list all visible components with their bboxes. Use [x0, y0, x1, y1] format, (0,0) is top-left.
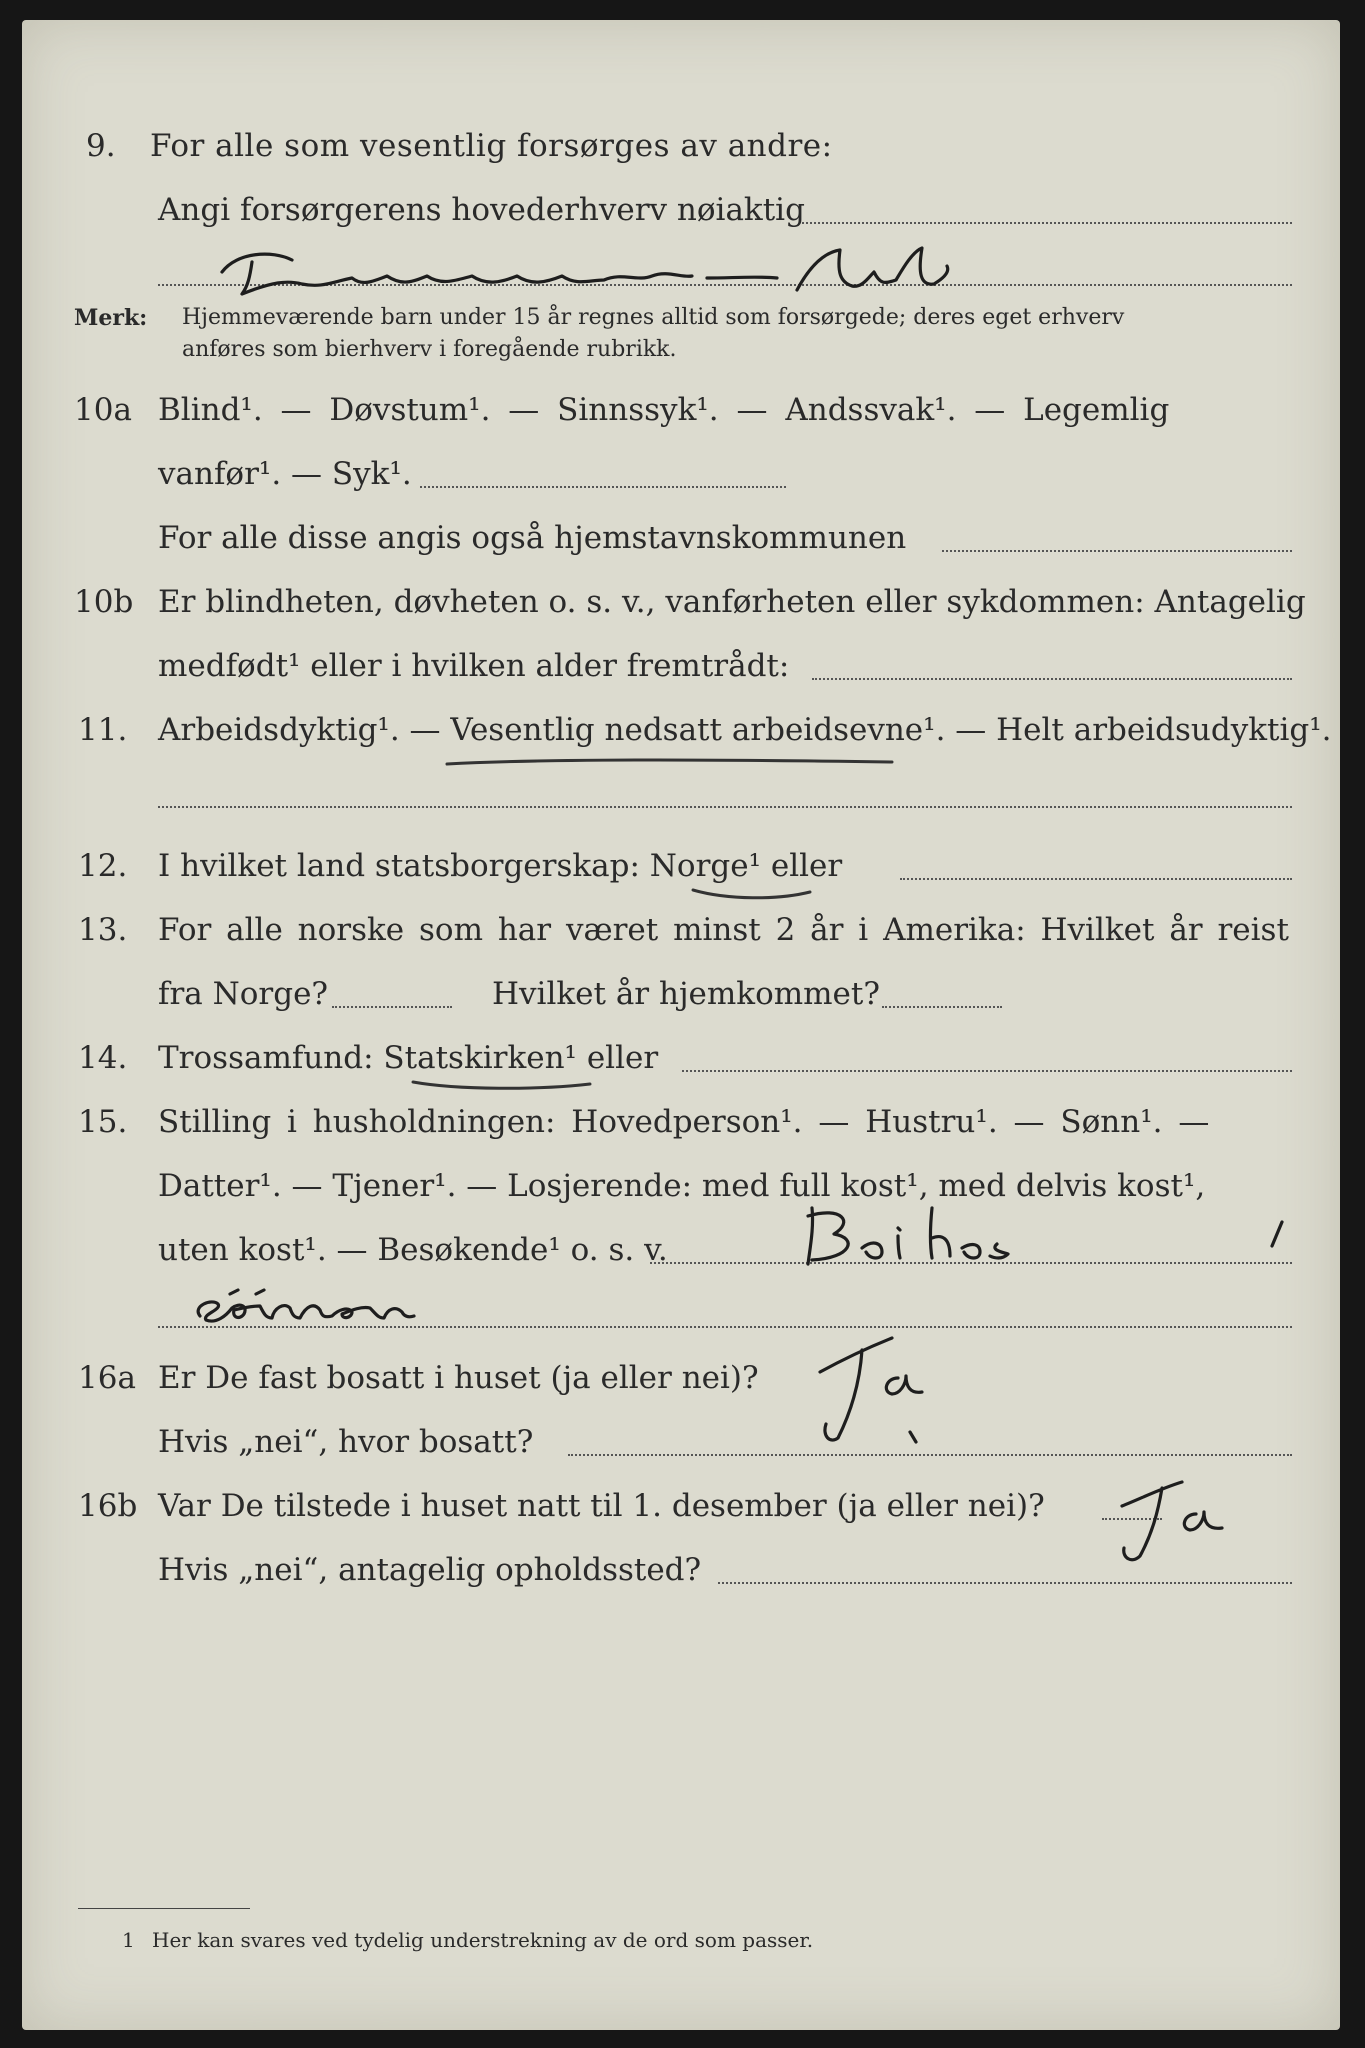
q12-handwritten-underline: [688, 886, 818, 906]
q14-handwritten-underline: [408, 1078, 598, 1098]
q13-reist-line: [332, 1006, 452, 1008]
q15-number: 15.: [78, 1104, 128, 1140]
q13-line-1: For alle norske som har været minst 2 år i Amerika: Hvilket år reist: [158, 912, 1289, 948]
q14-line-1: Trossamfund: Statskirken¹ eller: [158, 1040, 659, 1076]
q13-hjemkommet-line: [882, 1006, 1002, 1008]
q10b-number: 10b: [74, 584, 134, 620]
merk-line-2: anføres som bierhverv i foregående rubrikk.: [182, 337, 677, 362]
census-form-page: [22, 20, 1340, 2030]
footnote-rule: [78, 1908, 250, 1909]
q10a-number: 10a: [74, 392, 132, 428]
q13-line-2a: fra Norge?: [158, 976, 329, 1012]
q9-handwritten-answer: [212, 242, 972, 312]
q16a-answer-line: [568, 1454, 1292, 1456]
q11-line-1: Arbeidsdyktig¹. — Vesentlig nedsatt arbeidsevne¹. — Helt arbeidsudyktig¹.: [158, 712, 1332, 748]
q10b-line-1: Er blindheten, døvheten o. s. v., vanførheten eller sykdommen: Antagelig: [158, 584, 1306, 620]
q13-line-2b: Hvilket år hjemkommet?: [492, 976, 880, 1012]
q15-handwritten-answer: [182, 1198, 1312, 1338]
q9-prompt: Angi forsørgerens hovederhverv nøiaktig: [158, 192, 805, 228]
q11-handwritten-underline: [442, 754, 902, 774]
q16a-stray-mark: [902, 1424, 932, 1454]
q16b-line-2: Hvis „nei“, antagelig opholdssted?: [158, 1552, 702, 1588]
merk-line-1: Hjemmeværende barn under 15 år regnes alltid som forsørgede; deres eget erhverv: [182, 305, 1125, 330]
q11-answer-line: [158, 806, 1292, 808]
q10a-line-1: Blind¹. — Døvstum¹. — Sinnssyk¹. — Andssvak¹. — Legemlig: [158, 392, 1170, 428]
q13-number: 13.: [78, 912, 128, 948]
q10b-answer-line: [812, 678, 1292, 680]
q16b-number: 16b: [78, 1488, 138, 1524]
q16a-number: 16a: [78, 1360, 136, 1396]
q16a-line-2: Hvis „nei“, hvor bosatt?: [158, 1424, 534, 1460]
q9-number: 9.: [86, 128, 116, 164]
q12-number: 12.: [78, 848, 128, 884]
q12-answer-line: [900, 878, 1292, 880]
q16a-line-1: Er De fast bosatt i huset (ja eller nei)?: [158, 1360, 759, 1396]
q11-number: 11.: [78, 712, 128, 748]
footnote-marker: 1: [122, 1928, 135, 1952]
q9-answer-line-1: [802, 222, 1292, 224]
q14-number: 14.: [78, 1040, 128, 1076]
q10b-line-2: medfødt¹ eller i hvilken alder fremtrådt:: [158, 648, 790, 684]
q16a-handwritten-answer: [802, 1320, 962, 1450]
q12-line-1: I hvilket land statsborgerskap: Norge¹ eller: [158, 848, 843, 884]
q9-heading: For alle som vesentlig forsørges av andre:: [150, 128, 833, 164]
q16b-line-1: Var De tilstede i huset natt til 1. desember (ja eller nei)?: [158, 1488, 1045, 1524]
q15-line-1: Stilling i husholdningen: Hovedperson¹. — Hustru¹. — Sønn¹. —: [158, 1104, 1210, 1140]
q16b-handwritten-answer: [1102, 1472, 1252, 1572]
footnote-text: Her kan svares ved tydelig understrekning av de ord som passer.: [152, 1928, 814, 1952]
q10a-line-3: For alle disse angis også hjemstavnskommunen: [158, 520, 907, 556]
q10a-line-2: vanfør¹. — Syk¹.: [158, 456, 412, 492]
q15-line-3: uten kost¹. — Besøkende¹ o. s. v.: [158, 1232, 668, 1268]
q10a-syk-line: [420, 486, 786, 488]
q15-line-2: Datter¹. — Tjener¹. — Losjerende: med full kost¹, med delvis kost¹,: [158, 1168, 1206, 1204]
merk-label: Merk:: [74, 305, 148, 331]
q14-answer-line: [682, 1070, 1292, 1072]
q10a-hjemstavn-line: [942, 550, 1292, 552]
q16b-opholdssted-line: [718, 1582, 1292, 1584]
